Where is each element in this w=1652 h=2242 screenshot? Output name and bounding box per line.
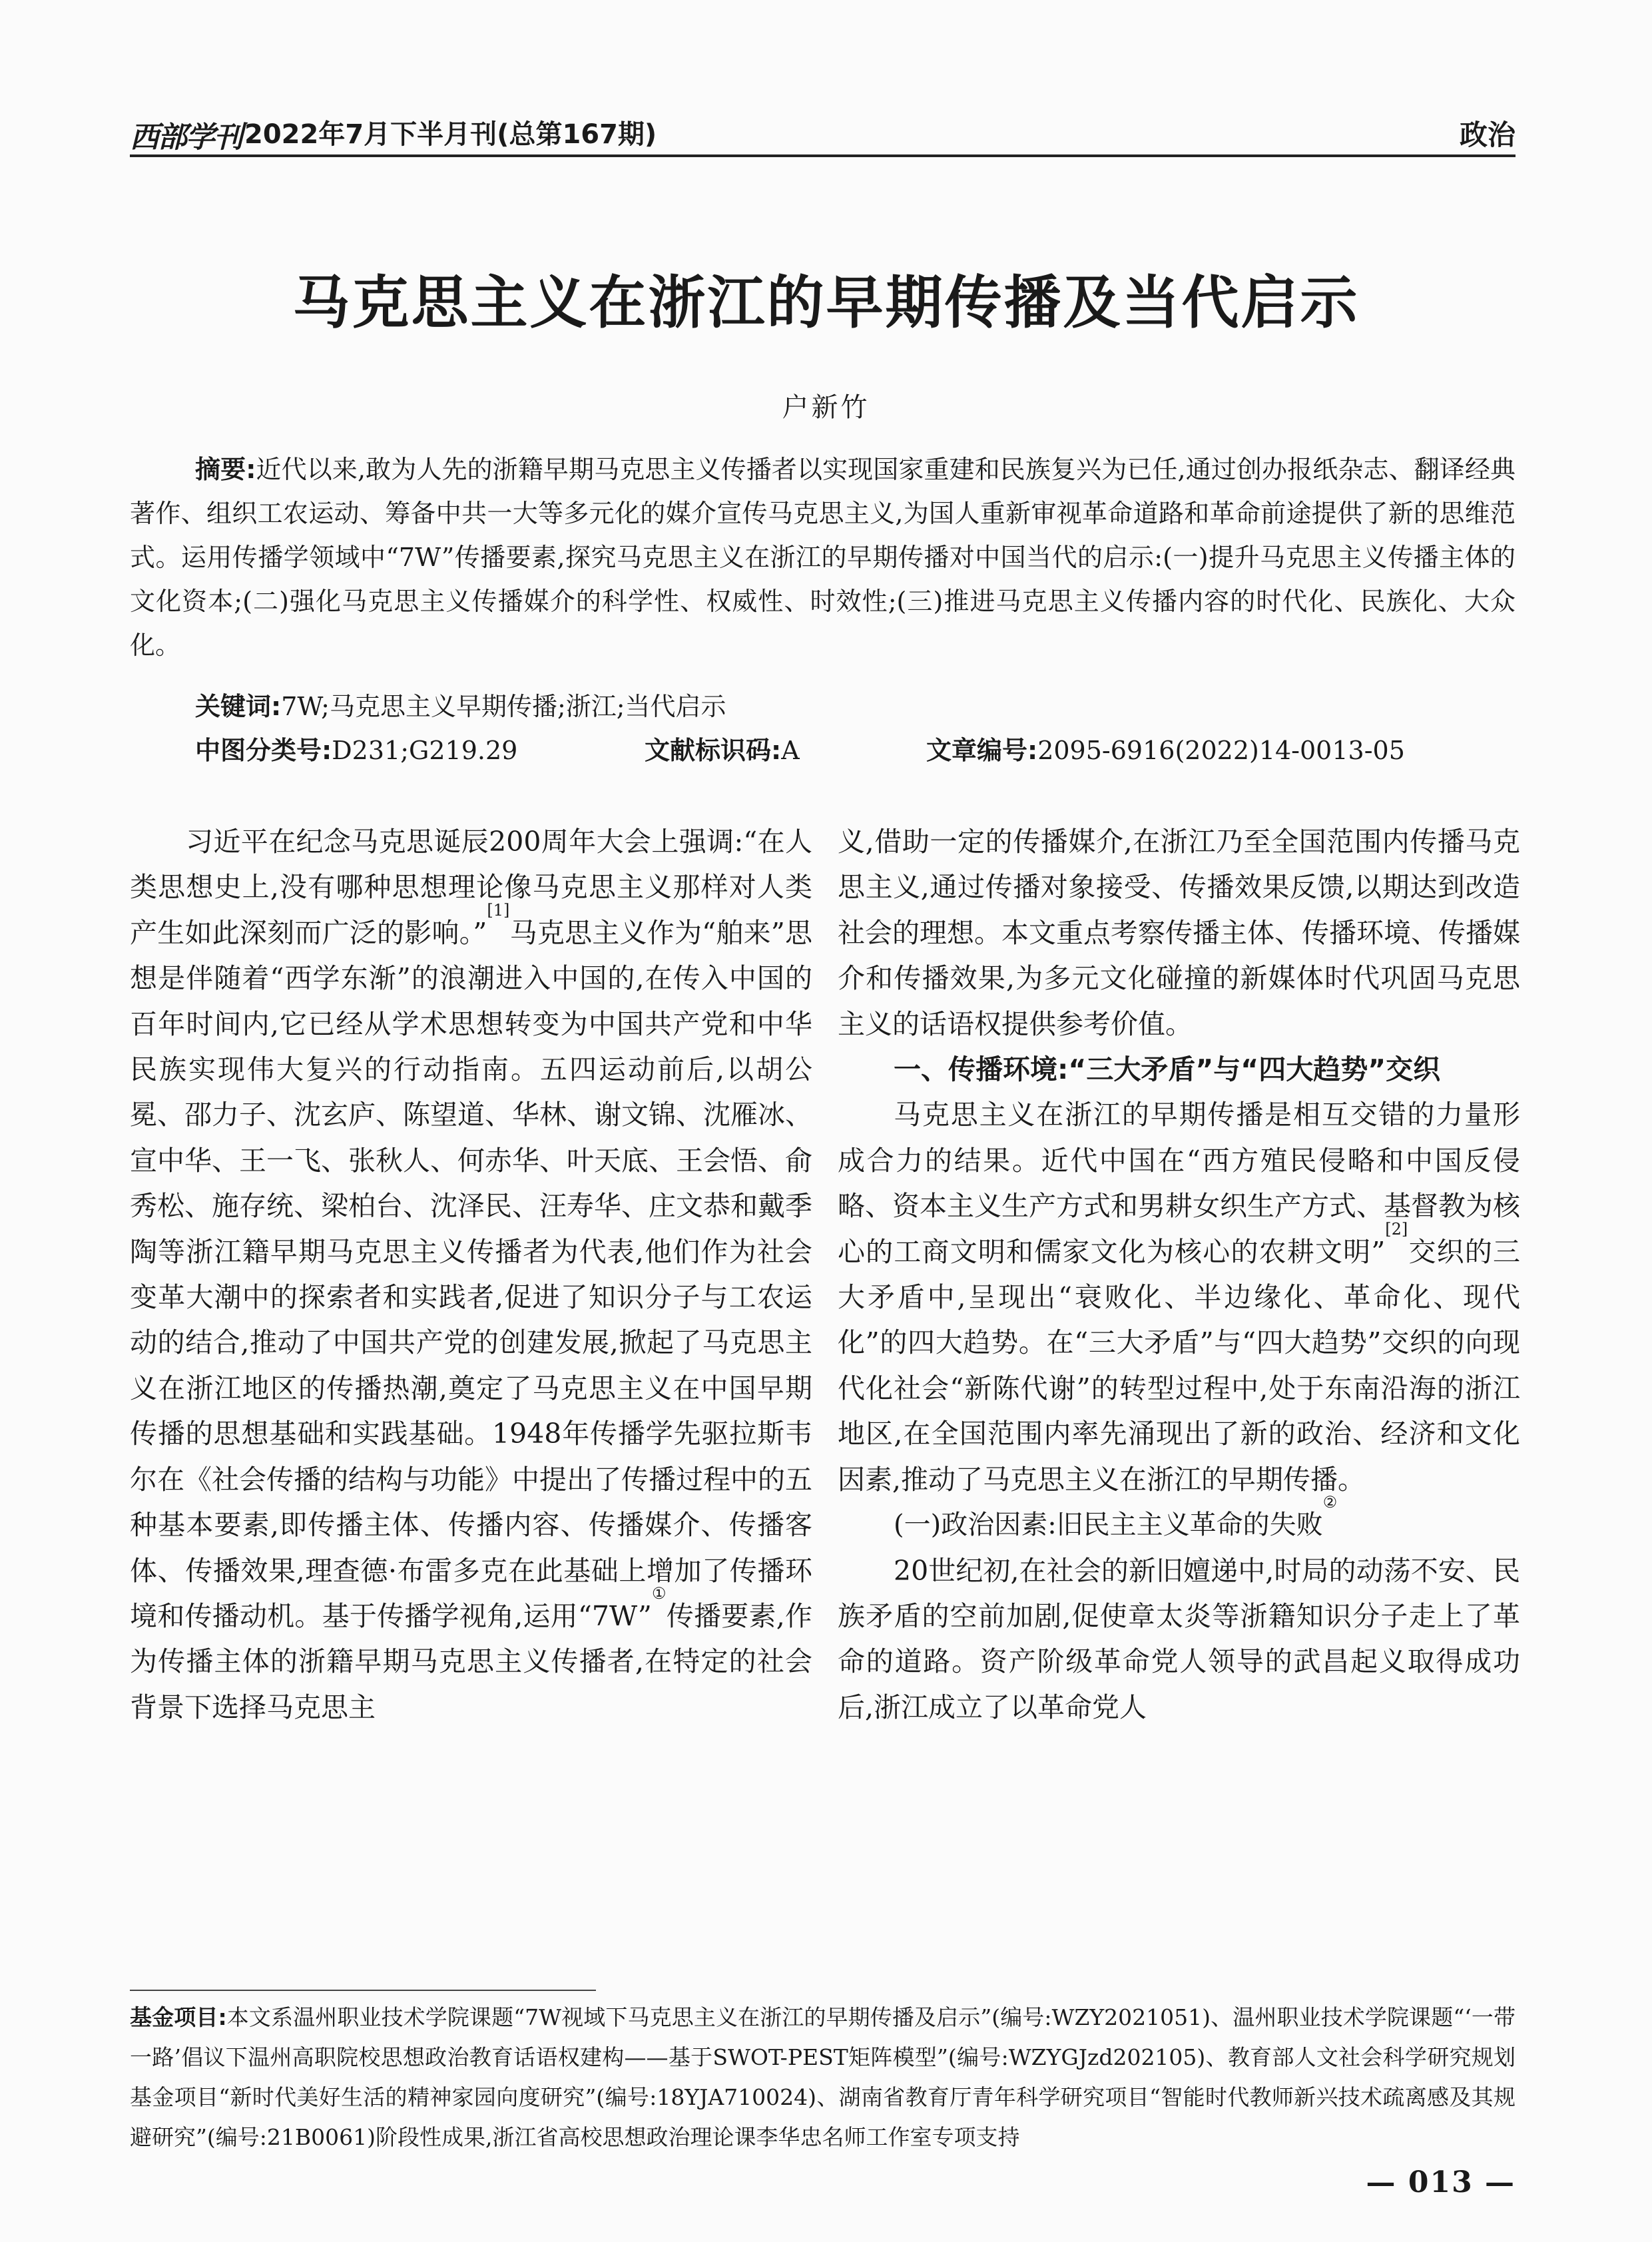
document-code	[645, 728, 800, 772]
journal-logo: 西部学刊	[130, 121, 242, 154]
body-column-right	[838, 819, 1520, 1730]
keywords-label: 关键词:	[195, 692, 282, 721]
body-paragraph: 20世纪初,在社会的新旧嬗递中,时局的动荡不安、民族矛盾的空前加剧,促使章太炎等浙籍知识分子走上了革命的道路。资产阶级革命党人领导的武昌起义取得成功后,浙江成立了以革命党人	[838, 1554, 1520, 1723]
body-paragraph	[838, 1092, 1520, 1502]
footnote-marker: ①	[651, 1583, 667, 1603]
classification-line	[195, 728, 1515, 772]
clc-number	[195, 728, 517, 772]
clc-value: D231;G219.29	[332, 736, 518, 765]
body-paragraph	[130, 819, 812, 1730]
text-run: 马克思主义作为“舶来”思想是伴随着“西学东渐”的浪潮进入中国的,在传入中国的百年时间内,它已经从学术思想转变为中国共产党和中华民族实现伟大复兴的行动指南。五四运动前后,以胡公冕、邵力子、沈玄庐、陈望道、华林、谢文锦、沈雁冰、宣中华、王一飞、张秋人、何赤华、叶天底、王会悟、俞秀松、施存统、梁柏台、沈泽民、汪寿华、庄文恭和戴季陶等浙江籍早期马克思主义传播者为代表,他们作为社会变革大潮中的探索者和实践者,促进了知识分子与工农运动的结合,推动了中国共产党的创建发展,掀起了马克思主义在浙江地区的传播热潮,奠定了马克思主义在中国早期传播的思想基础和实践基础。1948年传播学先驱拉斯韦尔在《社会传播的结构与功能》中提出了传播过程中的五种基本要素,即传播主体、传播内容、传播媒介、传播客体、传播效果,理查德·布雷多克在此基础上增加了传播环境和传播动机。基于传播学视角,运用“7W”	[130, 916, 813, 1632]
doc-value: A	[781, 736, 800, 765]
doc-label: 文献标识码:	[645, 736, 782, 765]
citation-ref: [1]	[487, 900, 510, 920]
body-paragraph-continued: 义,借助一定的传播媒介,在浙江乃至全国范围内传播马克思主义,通过传播对象接受、传播效果反馈,以期达到改造社会的理想。本文重点考察传播主体、传播环境、传播媒介和传播效果,为多元文化碰撞的新媒体时代巩固马克思主义的话语权提供参考价值。	[838, 826, 1520, 1040]
section-label: 政治	[1459, 119, 1515, 151]
clc-label: 中图分类号:	[195, 736, 332, 765]
article-label: 文章编号:	[926, 736, 1038, 765]
body-column-left	[130, 819, 812, 1730]
page-number: — 013 —	[1366, 2165, 1515, 2199]
abstract-text: 近代以来,敢为人先的浙籍早期马克思主义传播者以实现国家重建和民族复兴为已任,通过创办报纸杂志、翻译经典著作、组织工农运动、筹备中共一大等多元化的媒介宣传马克思主义,为国人重新审视革命道路和革命前途提供了新的思维范式。运用传播学领域中“7W”传播要素,探究马克思主义在浙江的早期传播对中国当代的启示:(一)提升马克思主义传播主体的文化资本;(二)强化马克思主义传播媒介的科学性、权威性、时效性;(三)推进马克思主义传播内容的时代化、民族化、大众化。	[130, 455, 1515, 660]
article-author: 户新竹	[782, 392, 870, 423]
text-run: 马克思主义在浙江的早期传播是相互交错的力量形成合力的结果。近代中国在“西方殖民侵略和中国反侵略、资本主义生产方式和男耕女织生产方式、基督教为核心的工商文明和儒家文化为核心的农耕文明”	[838, 1099, 1520, 1268]
text-run: 习近平在纪念马克思诞辰200周年大会上强调:“在人类思想史上,没有哪种思想理论像马克思主义那样对人类产生如此深刻而广泛的影响。”	[130, 826, 812, 949]
issue-info: 2022年7月下半月刊(总第167期)	[244, 119, 657, 150]
footnote-marker: ②	[1322, 1493, 1338, 1512]
article-number	[926, 728, 1405, 772]
keywords	[130, 685, 1515, 728]
abstract-label: 摘要:	[195, 455, 256, 484]
header-rule	[130, 154, 1515, 157]
subsection-heading	[838, 1493, 1520, 1547]
subsection-heading-text: (一)政治因素:旧民主主义革命的失败	[894, 1510, 1323, 1541]
running-header	[130, 112, 1515, 152]
footnote-text: 本文系温州职业技术学院课题“7W视域下马克思主义在浙江的早期传播及启示”(编号:WZY2021051)、温州职业技术学院课题“‘一带一路’倡议下温州高职院校思想政治教育话语权建构——基于SWOT-PEST矩阵模型”(编号:WZYGJzd202105)、教育部人文社会科学研究规划基金项目“新时代美好生活的精神家园向度研究”(编号:18YJA710024)、湖南省教育厅青年科学研究项目“智能时代教师新兴技术疏离感及其规避研究”(编号:21B0061)阶段性成果,浙江省高校思想政治理论课李华忠名师工作室专项支持	[130, 2004, 1515, 2150]
text-run: 传播要素,作为传播主体的浙籍早期马克思主义传播者,在特定的社会背景下选择马克思主	[130, 1599, 812, 1723]
footnote-label: 基金项目:	[130, 2004, 227, 2030]
text-run: 交织的三大矛盾中,呈现出“衰败化、半边缘化、革命化、现代化”的四大趋势。在“三大矛盾”与“四大趋势”交织的向现代化社会“新陈代谢”的转型过程中,处于东南沿海的浙江地区,在全国范围内率先涌现出了新的政治、经济和文化因素,推动了马克思主义在浙江的早期传播。	[838, 1235, 1520, 1496]
keywords-text: 7W;马克思主义早期传播;浙江;当代启示	[281, 692, 726, 721]
footnote-rule	[130, 1990, 596, 1991]
section-heading: 一、传播环境:“三大矛盾”与“四大趋势”交织	[894, 1053, 1441, 1086]
article-value: 2095-6916(2022)14-0013-05	[1037, 736, 1405, 765]
article-title: 马克思主义在浙江的早期传播及当代启示	[292, 270, 1360, 336]
funding-footnote	[130, 1998, 1515, 2157]
citation-ref: [2]	[1385, 1219, 1408, 1239]
abstract	[130, 447, 1515, 667]
